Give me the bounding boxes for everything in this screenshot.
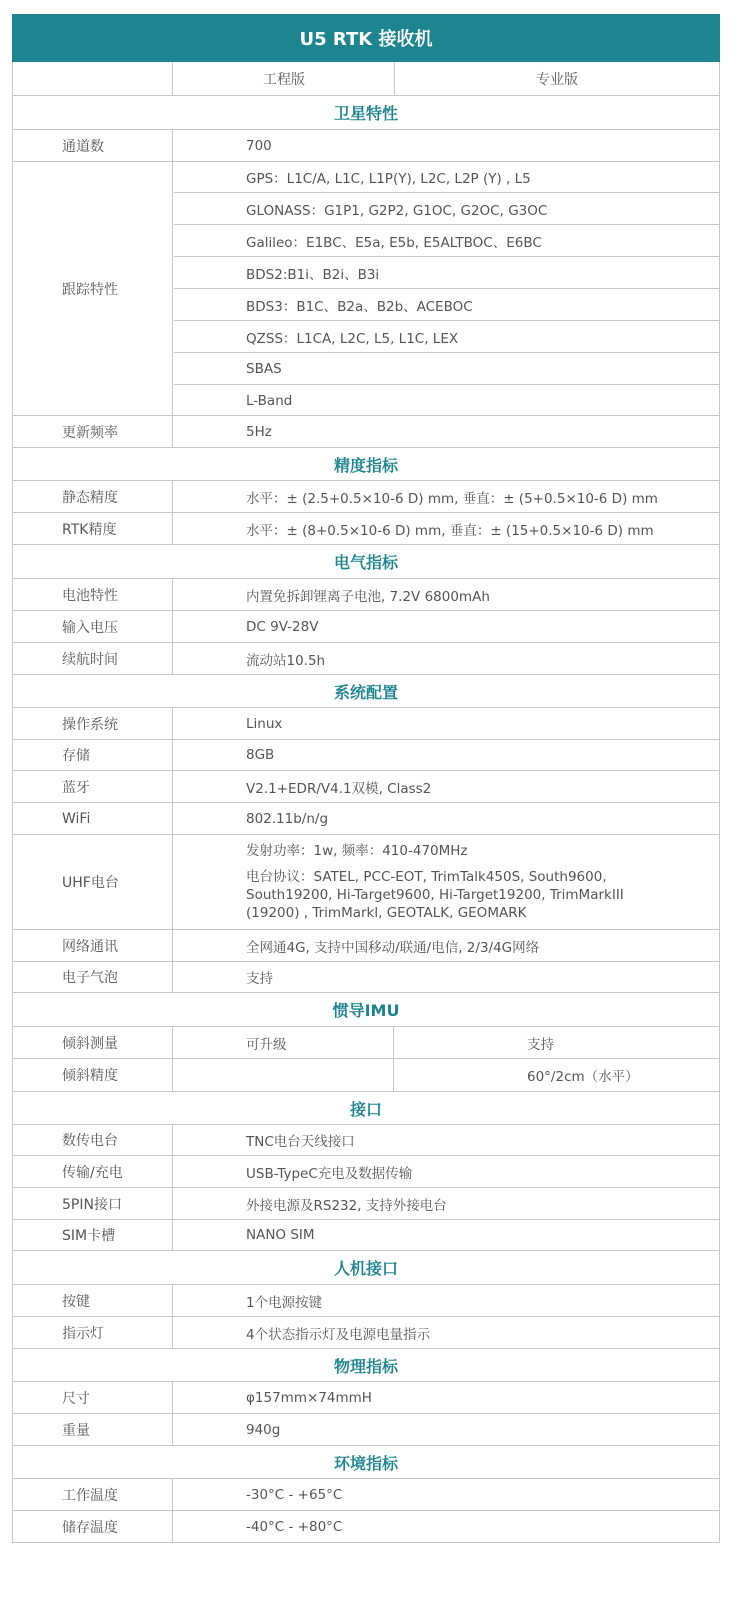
row-storage-temperature	[12, 1511, 720, 1543]
row-label: 蓝牙	[13, 771, 173, 802]
row-value-professional: 60°/2cm（水平）	[527, 1069, 639, 1085]
header-empty-cell	[13, 62, 173, 95]
row-label: WiFi	[13, 803, 173, 834]
spec-title: U5 RTK 接收机	[12, 14, 720, 62]
row-label: 网络通讯	[13, 930, 173, 961]
row-indicator	[12, 1317, 720, 1349]
row-label: 存储	[13, 740, 173, 770]
row-value-engineering	[174, 1059, 394, 1091]
row-weight	[12, 1414, 720, 1446]
row-value: 940g	[246, 1421, 281, 1438]
row-label: RTK精度	[13, 513, 173, 544]
row-label: 倾斜精度	[13, 1059, 173, 1091]
row-os	[12, 708, 720, 740]
row-update-rate	[12, 416, 720, 448]
row-channels	[12, 130, 720, 162]
row-value: 水平：± (2.5+0.5×10-6 D) mm, 垂直：± (5+0.5×10-6 D) mm	[246, 490, 658, 507]
row-size	[12, 1382, 720, 1414]
row-rtk-precision	[12, 513, 720, 545]
row-uhf-radio	[12, 835, 720, 930]
row-storage	[12, 740, 720, 771]
row-endurance	[12, 643, 720, 675]
row-value: TNC电台天线接口	[246, 1134, 355, 1150]
row-label: 5PIN接口	[13, 1188, 173, 1219]
row-value: 802.11b/n/g	[246, 810, 329, 827]
row-label: 操作系统	[13, 708, 173, 739]
row-value: -40°C - +80°C	[246, 1518, 343, 1535]
row-label: 电池特性	[13, 579, 173, 610]
row-value: 5Hz	[246, 423, 272, 440]
section-environment: 环境指标	[12, 1446, 720, 1479]
tracking-item-gps: GPS：L1C/A, L1C, L1P(Y), L2C, L2P (Y) , L5	[174, 162, 719, 193]
section-system: 系统配置	[12, 675, 720, 708]
row-value: 内置免拆卸锂离子电池, 7.2V 6800mAh	[246, 588, 490, 605]
row-bluetooth	[12, 771, 720, 803]
row-value: 全网通4G, 支持中国移动/联通/电信, 2/3/4G网络	[246, 939, 540, 956]
tracking-item-glonass: GLONASS：G1P1, G2P2, G1OC, G2OC, G3OC	[174, 194, 719, 225]
row-value: 流动站10.5h	[246, 652, 326, 669]
row-label: 指示灯	[13, 1317, 173, 1348]
row-value: 8GB	[246, 747, 275, 763]
tracking-item-qzss: QZSS：L1CA, L2C, L5, L1C, LEX	[174, 322, 719, 353]
row-value: -30°C - +65°C	[246, 1486, 343, 1503]
row-value: NANO SIM	[246, 1227, 315, 1243]
row-label: 重量	[13, 1414, 173, 1445]
row-label: 续航时间	[13, 643, 173, 674]
row-network	[12, 930, 720, 962]
uhf-power-line: 发射功率：1w, 频率：410-470MHz	[246, 843, 468, 859]
section-hmi: 人机接口	[12, 1251, 720, 1285]
row-label: 通道数	[13, 130, 173, 161]
row-value: 4个状态指示灯及电源电量指示	[246, 1326, 431, 1343]
row-radio-port	[12, 1125, 720, 1156]
tracking-item-sbas: SBAS	[174, 354, 719, 385]
row-sim-slot	[12, 1220, 720, 1251]
row-tilt-survey	[12, 1027, 720, 1059]
tracking-item-bds3: BDS3：B1C、B2a、B2b、ACEBOC	[174, 290, 719, 321]
row-label: 跟踪特性	[13, 162, 173, 415]
version-header-row	[12, 62, 720, 96]
row-electronic-bubble	[12, 962, 720, 993]
row-value: 1个电源按键	[246, 1294, 323, 1311]
section-imu: 惯导IMU	[12, 993, 720, 1027]
row-value: 外接电源及RS232, 支持外接电台	[246, 1197, 447, 1214]
row-label: 尺寸	[13, 1382, 173, 1413]
row-value: USB-TypeC充电及数据传输	[246, 1165, 413, 1182]
row-transfer-charge	[12, 1156, 720, 1188]
section-precision: 精度指标	[12, 448, 720, 481]
uhf-protocol-line: 电台协议：SATEL, PCC-EOT, TrimTalk450S, South9600, South19200, Hi-Target9600, Hi-Target19200, TrimMarkIII (19200) , TrimMarkl, GEOTALK, GEOMARK	[246, 869, 624, 921]
row-label: 数传电台	[13, 1125, 173, 1155]
row-work-temperature	[12, 1479, 720, 1511]
row-value: DC 9V-28V	[246, 618, 319, 635]
tracking-item-galileo: Galileo：E1BC、E5a, E5b, E5ALTBOC、E6BC	[174, 226, 719, 257]
row-value	[174, 835, 719, 929]
row-5pin-port	[12, 1188, 720, 1220]
row-label: 更新频率	[13, 416, 173, 447]
section-interface: 接口	[12, 1092, 720, 1125]
row-label: UHF电台	[13, 835, 173, 929]
row-value: 支持	[246, 971, 273, 987]
row-label: 储存温度	[13, 1511, 173, 1542]
row-value-professional: 支持	[527, 1036, 554, 1053]
row-label: 倾斜测量	[13, 1027, 173, 1058]
row-value: φ157mm×74mmH	[246, 1389, 372, 1406]
row-label: SIM卡槽	[13, 1220, 173, 1250]
tracking-item-bds2: BDS2:B1i、B2i、B3i	[174, 258, 719, 289]
row-value: 700	[246, 137, 272, 154]
row-input-voltage	[12, 611, 720, 643]
row-label: 工作温度	[13, 1479, 173, 1510]
section-electrical: 电气指标	[12, 545, 720, 579]
row-label: 按键	[13, 1285, 173, 1316]
row-value: V2.1+EDR/V4.1双模, Class2	[246, 780, 432, 797]
row-button	[12, 1285, 720, 1317]
row-value: 水平：± (8+0.5×10-6 D) mm, 垂直：± (15+0.5×10-6 D) mm	[246, 522, 654, 539]
row-value: Linux	[246, 715, 283, 732]
row-label: 传输/充电	[13, 1156, 173, 1187]
row-label: 输入电压	[13, 611, 173, 642]
tracking-item-lband: L-Band	[246, 392, 293, 409]
row-tracking	[12, 162, 720, 416]
section-satellite: 卫星特性	[12, 96, 720, 130]
row-battery	[12, 579, 720, 611]
row-wifi	[12, 803, 720, 835]
row-label: 静态精度	[13, 481, 173, 512]
header-engineering-version: 工程版	[174, 62, 395, 95]
row-tilt-precision	[12, 1059, 720, 1092]
row-static-precision	[12, 481, 720, 513]
row-value-engineering: 可升级	[174, 1027, 394, 1058]
header-professional-version: 专业版	[536, 71, 578, 88]
row-label: 电子气泡	[13, 962, 173, 992]
section-physical: 物理指标	[12, 1349, 720, 1382]
